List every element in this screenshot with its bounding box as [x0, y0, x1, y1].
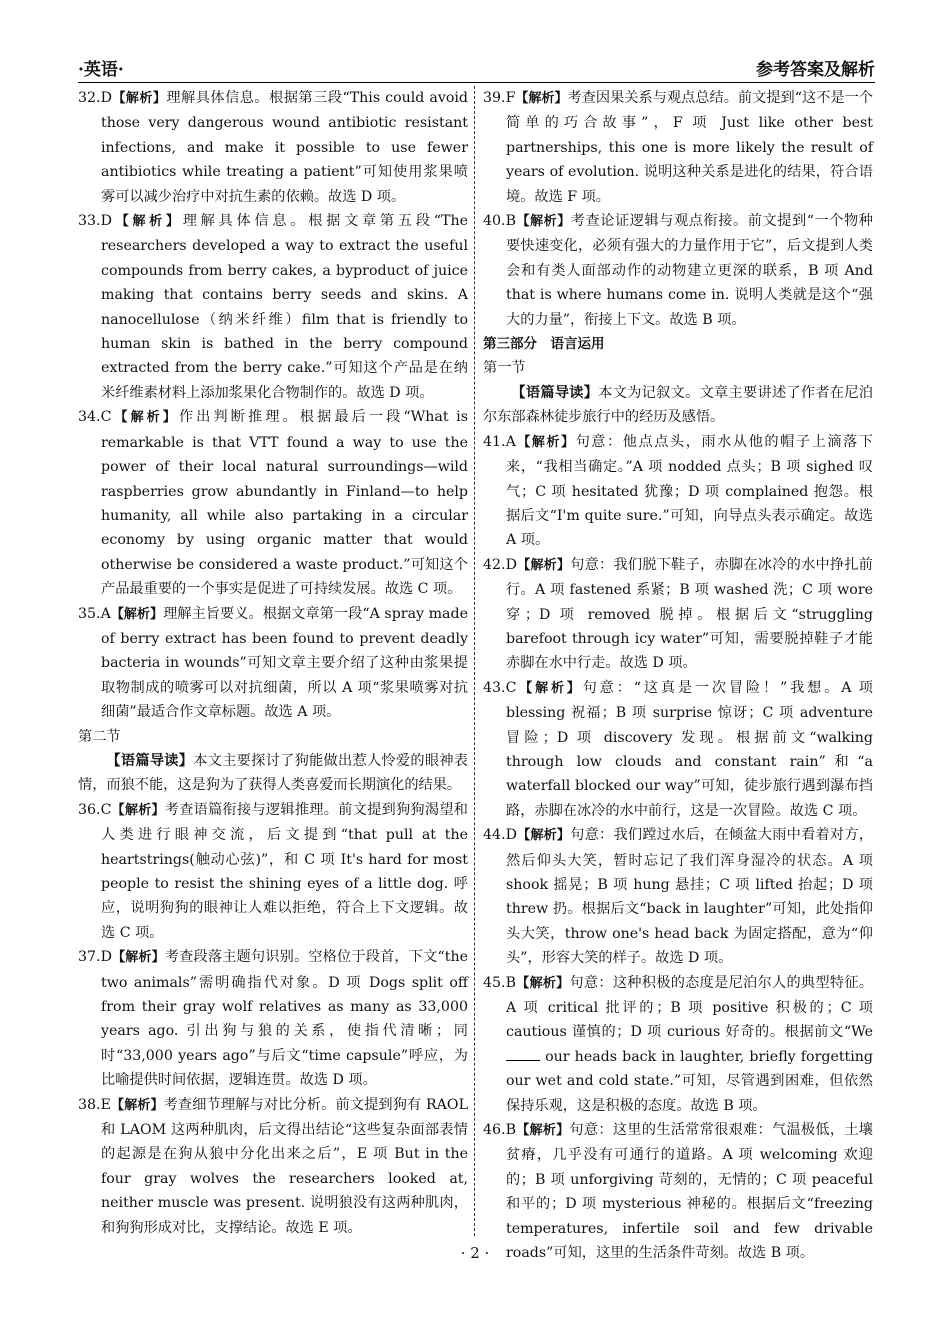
analysis-tag: 【解析】 — [111, 950, 165, 966]
answer-item — [78, 1093, 468, 1240]
analysis-tag: 【解析】 — [110, 606, 164, 622]
answer-item — [78, 602, 468, 725]
guide-text: 本文主要探讨了狗能做出惹人怜爱的眼神表情，而狼不能，这是狗为了获得人类喜爱而长期演化的结果。 — [78, 752, 468, 794]
answer-text: 作出判断推理。根据最后一段“What is remarkable is that VTT found a way to use the power of their local natural surroundings—wild raspberries grow abundantly in Finland—to help humanity, all while also partaking in a circular economy by using organic matter that would otherwise be considered a waste product.”可知这个产品最重要的一个事实是促进了可持续发展。故选 C 项。 — [101, 409, 468, 598]
answer-item — [483, 430, 873, 553]
answer-text: 考查论证逻辑与观点衔接。前文提到“一个物种要快速变化，必须有强大的力量作用于它”，后文提到人类会和有类人面部动作的动物建立更深的联系，B 项 And that is where humans come in. 说明人类就是这个“强大的力量”，衔接上下文。故选 B 项。 — [506, 213, 873, 328]
answer-text: 句意：他点点头，雨水从他的帽子上滴落下来，“我相当确定。”A 项 nodded 点头；B 项 sighed 叹气；C 项 hesitated 犹豫；D 项 complained 抱怨。根据后文“I'm quite sure.”可知，向导点头表示确定。故选 A 项。 — [506, 433, 873, 549]
header-title: 参考答案及解析 — [756, 60, 875, 80]
question-number: 44.D — [483, 827, 517, 844]
question-number: 36.C — [78, 801, 112, 818]
blank-line — [506, 1046, 540, 1061]
analysis-tag: 【解析】 — [111, 410, 179, 426]
answer-item — [78, 405, 468, 601]
section-title: 第一节 — [483, 360, 526, 377]
answer-item — [483, 209, 873, 332]
part-title: 第三部分 语言运用 — [483, 336, 605, 353]
answer-text: 句意：我们脱下鞋子，赤脚在冰冷的水中挣扎前行。A 项 fastened 系紧；B 项 washed 洗；C 项 wore 穿；D 项 removed 脱掉。根据后文“struggling barefoot through icy water”可知，需要脱掉鞋子才能赤脚在水中行走。故选 D 项。 — [506, 556, 873, 672]
right-column — [483, 86, 873, 1266]
analysis-tag: 【解析】 — [111, 91, 167, 106]
question-number: 39.F — [483, 90, 516, 106]
section-heading — [483, 356, 873, 380]
guide-tag: 【语篇导读】 — [106, 752, 194, 769]
analysis-tag: 【解析】 — [515, 434, 576, 450]
answer-text: 考查语篇衔接与逻辑推理。前文提到狗狗渴望和人类进行眼神交流，后文提到“that pull at the heartstrings(触动心弦)”，和 C 项 It's hard for most people to resist the shining eyes of a little dog. 呼应，说明狗狗的眼神让人难以拒绝，符合上下文逻辑。故选 C 项。 — [101, 801, 468, 941]
answer-text: 句意：这里的生活常常很艰难：气温极低，土壤贫瘠，几乎没有可通行的道路。A 项 welcoming 欢迎的；B 项 unforgiving 苛刻的，无情的；C 项 peaceful 和平的；D 项 mysterious 神秘的。根据后文“freezing temperatures, infertile soil and few drivable roads”可知，这里的生活条件苛刻。故选 B 项。 — [506, 1122, 873, 1262]
question-number: 34.C — [78, 409, 112, 426]
question-number: 45.B — [483, 974, 516, 991]
answer-item — [483, 971, 873, 1118]
answer-text: 理解具体信息。根据第三段“This could avoid those very dangerous wound antibiotic resistant infections, and make it possible to use fewer antibiotics while treating a patient”可知使用浆果喷雾可以减少治疗中对抗生素的依赖。故选 D 项。 — [101, 90, 468, 205]
part-heading — [483, 332, 873, 356]
question-number: 40.B — [483, 213, 516, 230]
answer-text: 理解具体信息。根据文章第五段“The researchers developed a way to extract the useful compounds from berry cakes, a byproduct of juice making that contains berry seeds and skins. A nanocellulose（纳米纤维）film that is friendly to human skin is bathed in the berry compound extracted from the berry cake.”可知这个产品是在纳米纤维素材料上添加浆果化合物制作的。故选 D 项。 — [101, 213, 468, 401]
analysis-tag: 【解析】 — [516, 975, 570, 991]
column-divider — [474, 86, 475, 1236]
answer-item — [78, 209, 468, 405]
question-number: 32.D — [78, 90, 112, 106]
guide-text: 本文为记叙文。文章主要讲述了作者在尼泊尔东部森林徒步旅行中的经历及感悟。 — [483, 384, 873, 426]
question-number: 41.A — [483, 433, 516, 450]
answer-text: 句意：我们蹚过水后，在倾盆大雨中看着对方，然后仰头大笑，暂时忘记了我们浑身湿冷的状态。A 项 shook 摇晃；B 项 hung 悬挂；C 项 lifted 抬起；D 项 threw 扔。根据后文“back in laughter”可知，此处指仰头大笑，throw one's head back 为固定搭配，意为“仰头”，形容大笑的样子。故选 D 项。 — [506, 827, 873, 967]
answer-item — [78, 86, 468, 209]
question-number: 33.D — [78, 213, 112, 230]
question-number: 35.A — [78, 605, 111, 622]
analysis-tag: 【解析】 — [111, 214, 183, 230]
answer-text: 句意：这种积极的态度是尼泊尔人的典型特征。A 项 critical 批评的；B 项 positive 积极的；C 项 cautious 谨慎的；D 项 curious 好奇的。根据前文“We — [506, 974, 873, 1041]
analysis-tag: 【解析】 — [516, 680, 583, 696]
answer-text: 考查因果关系与观点总结。前文提到“这不是一个简单的巧合故事”，F 项 Just like other best partnerships, this one is more likely the result of years of evolution. 说明这种关系是进化的结果，符合语境。故选 F 项。 — [506, 90, 873, 205]
guide-tag: 【语篇导读】 — [511, 384, 599, 401]
left-column — [78, 86, 468, 1240]
answer-item — [483, 823, 873, 970]
section-heading — [78, 725, 468, 749]
analysis-tag: 【解析】 — [516, 828, 571, 844]
question-number: 42.D — [483, 556, 517, 573]
analysis-tag: 【解析】 — [516, 214, 571, 230]
analysis-tag: 【解析】 — [110, 1097, 164, 1113]
answer-item — [78, 798, 468, 945]
answer-item — [483, 676, 873, 823]
answer-text: 考查细节理解与对比分析。前文提到狗有 RAOL 和 LAOM 这两种肌肉，后文得出结论“这些复杂面部表情的起源是在狗从狼中分化出来之后”，E 项 But in the four gray wolves the researchers looked at, neither muscle was present. 说明狼没有这两种肌肉，和狗狗形成对比，支撑结论。故选 E 项。 — [101, 1096, 468, 1236]
page-number: · 2 · — [460, 1244, 490, 1262]
answer-item — [78, 945, 468, 1092]
page-header — [78, 52, 875, 83]
reading-guide — [483, 381, 873, 430]
analysis-tag: 【解析】 — [516, 557, 571, 573]
answer-item — [483, 553, 873, 676]
question-number: 46.B — [483, 1122, 516, 1139]
analysis-tag: 【解析】 — [516, 1123, 570, 1139]
answer-text: 理解主旨要义。根据文章第一段“A spray made of berry extract has been found to prevent deadly bacteria in wounds”可知文章主要介绍了这种由浆果提取物制成的喷雾可以对抗细菌，所以 A 项“浆果喷雾对抗细菌”最适合作文章标题。故选 A 项。 — [101, 605, 468, 721]
section-title: 第二节 — [78, 728, 121, 745]
answer-text: 句意：“这真是一次冒险！”我想。A 项 blessing 祝福；B 项 surprise 惊讶；C 项 adventure 冒险；D 项 discovery 发现。根据前文“walking through low clouds and constant rain”和“a waterfall blocked our way”可知，徒步旅行遇到瀑布挡路，赤脚在冰冷的水中前行，这是一次冒险。故选 C 项。 — [506, 679, 873, 819]
analysis-tag: 【解析】 — [515, 91, 568, 106]
subject-label: ·英语· — [78, 60, 124, 80]
analysis-tag: 【解析】 — [111, 802, 165, 818]
question-number: 43.C — [483, 679, 517, 696]
question-number: 38.E — [78, 1096, 111, 1113]
question-number: 37.D — [78, 949, 112, 966]
answer-item — [483, 86, 873, 209]
answer-text: our heads back in laughter, briefly forgetting our wet and cold state.”可知，尽管遇到困难，但依然保持乐观，这是积极的态度。故选 B 项。 — [506, 1048, 873, 1114]
answer-text: 考查段落主题句识别。空格位于段首，下文“the two animals”需明确指代对象。D 项 Dogs split off from their gray wolf relatives as many as 33,000 years ago. 引出狗与狼的关系，使指代清晰；同时“33,000 years ago”与后文“time capsule”呼应，为比喻提供时间依据，逻辑连贯。故选 D 项。 — [101, 949, 468, 1089]
reading-guide — [78, 749, 468, 798]
